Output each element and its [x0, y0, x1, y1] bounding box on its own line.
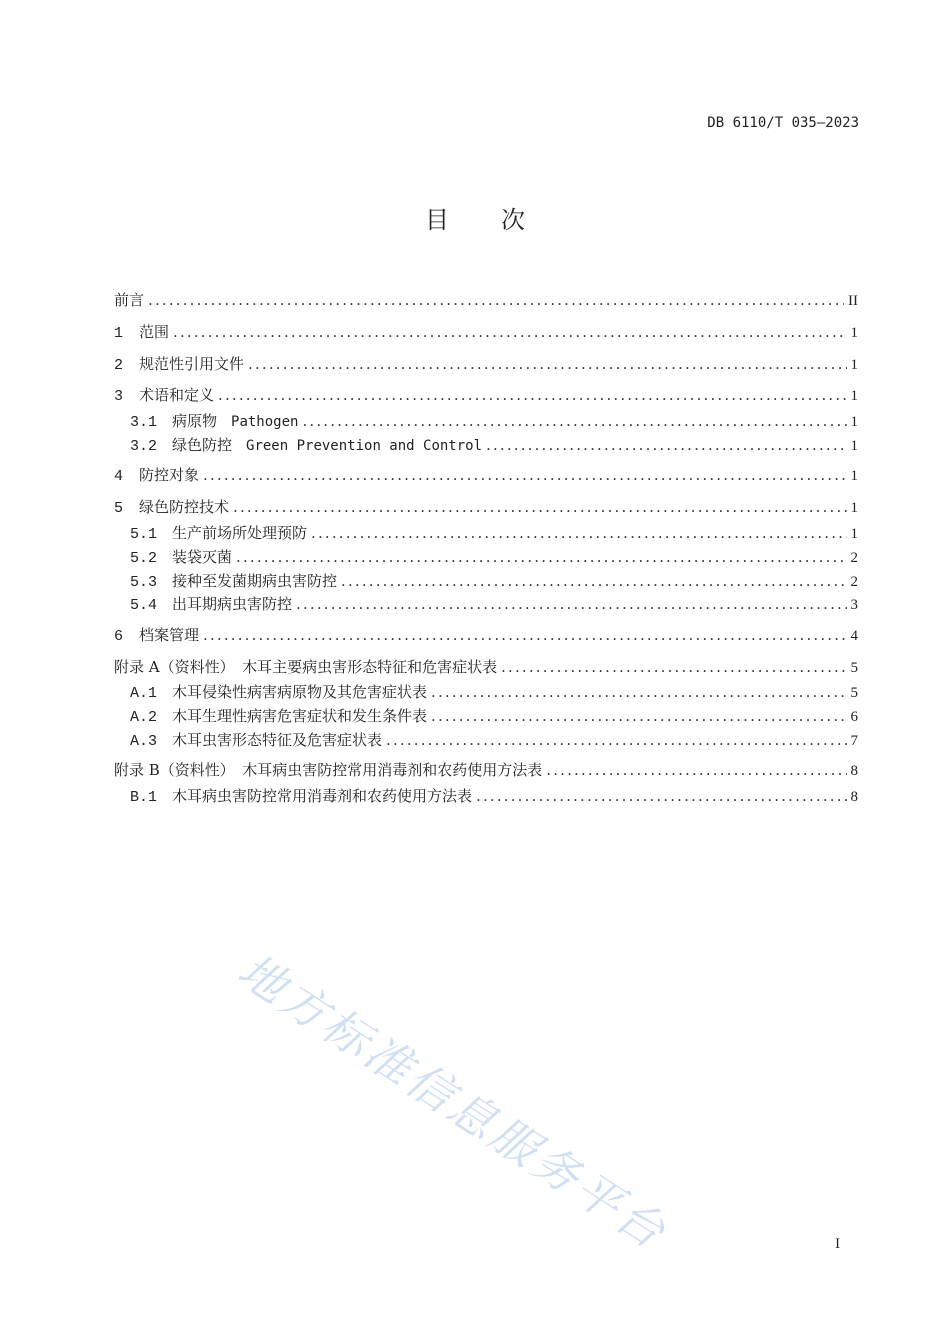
toc-page: 5	[850, 685, 858, 701]
toc-number: 2	[114, 357, 124, 374]
toc-number: 5.4	[130, 597, 158, 614]
toc-page: 1	[850, 526, 858, 542]
toc-title: 规范性引用文件	[139, 355, 245, 373]
toc-number: A.1	[130, 685, 158, 702]
toc-entry[interactable]	[130, 729, 858, 749]
dot-leader	[431, 707, 846, 725]
toc-entry[interactable]	[114, 353, 858, 373]
toc-number: B.1	[130, 789, 158, 806]
dot-leader	[501, 658, 846, 676]
toc-title: 术语和定义	[139, 386, 215, 404]
toc-page: 7	[850, 733, 858, 749]
toc-number: 4	[114, 468, 124, 485]
toc-page: 1	[850, 325, 858, 341]
toc-title-en: Green Prevention and Control	[246, 438, 483, 454]
toc-title: 病原物	[172, 412, 218, 430]
toc-title: 出耳期病虫害防控	[172, 595, 293, 613]
toc-title: 附录 B（资料性） 木耳病虫害防控常用消毒剂和农药使用方法表	[114, 761, 543, 779]
toc-entry[interactable]	[114, 384, 858, 404]
toc-entry[interactable]	[130, 785, 858, 805]
page-title: 目次	[425, 206, 577, 234]
toc-title: 装袋灭菌	[172, 548, 233, 566]
toc-page: 1	[850, 438, 858, 454]
toc-title: 前言	[114, 291, 145, 309]
toc-page: 8	[850, 763, 858, 779]
toc-title: 木耳生理性病害危害症状和发生条件表	[172, 707, 428, 725]
dot-leader	[203, 626, 846, 644]
toc-entry[interactable]	[114, 624, 858, 644]
dot-leader	[203, 466, 846, 484]
toc-entry[interactable]	[114, 759, 858, 779]
toc-entry[interactable]	[130, 593, 858, 613]
toc-entry[interactable]	[130, 705, 858, 725]
toc-title-en: Pathogen	[231, 414, 299, 430]
toc-page: 1	[850, 414, 858, 430]
dot-leader	[546, 761, 846, 779]
toc-title: 档案管理	[139, 626, 200, 644]
toc-title: 木耳病虫害防控常用消毒剂和农药使用方法表	[172, 787, 473, 805]
dot-leader	[476, 787, 846, 805]
page-number: I	[835, 1237, 841, 1252]
toc-entry[interactable]	[114, 464, 858, 484]
toc-number: A.2	[130, 709, 158, 726]
toc-title: 附录 A（资料性） 木耳主要病虫害形态特征和危害症状表	[114, 658, 498, 676]
toc-number: 5.2	[130, 550, 158, 567]
dot-leader	[173, 323, 846, 341]
toc-entry[interactable]	[130, 570, 858, 590]
dot-leader	[236, 548, 846, 566]
toc-title: 绿色防控技术	[139, 498, 230, 516]
toc-title: 防控对象	[139, 466, 200, 484]
toc-number: 5	[114, 500, 124, 517]
toc-page: 1	[850, 388, 858, 404]
toc-title: 接种至发菌期病虫害防控	[172, 572, 338, 590]
toc-entry[interactable]	[114, 656, 858, 676]
toc-entry[interactable]	[130, 522, 858, 542]
toc-number: 5.3	[130, 574, 158, 591]
toc-entry[interactable]	[130, 410, 858, 430]
dot-leader	[386, 731, 846, 749]
toc-entry[interactable]	[130, 546, 858, 566]
toc-page: 1	[850, 468, 858, 484]
watermark: 地方标准信息服务平台	[228, 942, 678, 1261]
toc-page: 1	[850, 357, 858, 373]
toc-title: 木耳侵染性病害病原物及其危害症状表	[172, 683, 428, 701]
dot-leader	[302, 412, 846, 430]
toc-number: 3.1	[130, 414, 158, 431]
toc-page: 3	[850, 597, 858, 613]
toc-number: 5.1	[130, 526, 158, 543]
toc-title: 绿色防控	[172, 436, 233, 454]
toc-page: II	[848, 293, 858, 309]
dot-leader	[233, 498, 846, 516]
toc-title: 木耳虫害形态特征及危害症状表	[172, 731, 383, 749]
toc-page: 6	[850, 709, 858, 725]
toc-number: 3.2	[130, 438, 158, 455]
toc-page: 4	[850, 628, 858, 644]
dot-leader	[431, 683, 846, 701]
dot-leader	[341, 572, 846, 590]
toc-entry[interactable]	[130, 681, 858, 701]
toc-title: 生产前场所处理预防	[172, 524, 308, 542]
toc-number: A.3	[130, 733, 158, 750]
dot-leader	[296, 595, 846, 613]
toc-number: 3	[114, 388, 124, 405]
toc-entry[interactable]	[114, 289, 858, 309]
toc-number: 6	[114, 628, 124, 645]
toc-page: 2	[850, 550, 858, 566]
document-code: DB 6110/T 035—2023	[707, 115, 859, 131]
toc-page: 2	[850, 574, 858, 590]
toc-number: 1	[114, 325, 124, 342]
dot-leader	[248, 355, 846, 373]
dot-leader	[148, 291, 844, 309]
toc-entry[interactable]	[114, 321, 858, 341]
toc-entry[interactable]	[114, 496, 858, 516]
toc-title: 范围	[139, 323, 170, 341]
dot-leader	[486, 436, 846, 454]
toc-page: 8	[850, 789, 858, 805]
dot-leader	[218, 386, 846, 404]
toc-page: 1	[850, 500, 858, 516]
dot-leader	[311, 524, 846, 542]
toc-page: 5	[850, 660, 858, 676]
toc-entry[interactable]	[130, 434, 858, 454]
